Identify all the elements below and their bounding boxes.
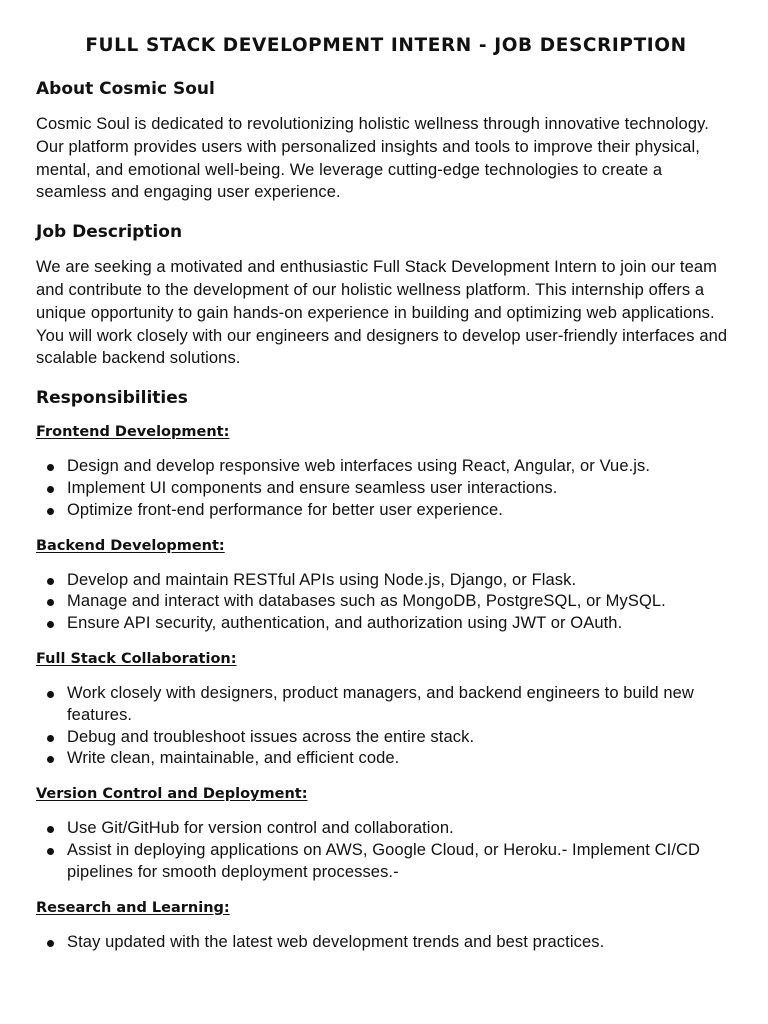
list-item [36,840,736,884]
list-item [36,591,736,613]
frontend-development-list [36,456,736,521]
bullet-icon [47,826,54,833]
about-text: Cosmic Soul is dedicated to revolutionizing holistic wellness through innovative technology. Our platform provides users with personalized insights and tools to improve their physical, mental, and emotional well-being. We leverage cutting-edge technologies to create a seamless and engaging user experience. [36,115,709,202]
list-item [36,478,736,500]
list-item-text: Write clean, maintainable, and efficient code. [67,749,400,768]
list-item-text: Design and develop responsive web interfaces using React, Angular, or Vue.js. [67,457,651,476]
list-item [36,932,736,954]
bullet-icon [47,848,54,855]
list-item-text: Stay updated with the latest web development trends and best practices. [67,932,605,951]
responsibilities-heading: Responsibilities [36,388,188,409]
list-item-text: Use Git/GitHub for version control and collaboration. [67,819,454,838]
job-description-text: We are seeking a motivated and enthusiastic Full Stack Development Intern to join our team and contribute to the development of our holistic wellness platform. This internship offers a unique opportunity to gain hands-on experience in building and optimizing web applications. You will work closely with our engineers and designers to develop user-friendly interfaces and scalable backend solutions. [36,258,728,368]
bullet-icon [47,578,54,585]
list-item [36,748,736,770]
job-description-heading: Job Description [36,222,183,243]
list-item [36,727,736,749]
bullet-icon [47,599,54,606]
list-item-text: Ensure API security, authentication, and authorization using JWT or OAuth. [67,614,623,633]
bullet-icon [47,940,54,947]
document-title: FULL STACK DEVELOPMENT INTERN - JOB DESCRIPTION [85,35,687,56]
list-item [36,613,736,635]
bullet-icon [47,508,54,515]
list-item-text: Assist in deploying applications on AWS, Google Cloud, or Heroku.- Implement CI/CD pipelines for smooth deployment processes.- [67,840,701,881]
research-learning-list [36,932,736,954]
research-learning-title: Research and Learning: [36,899,230,916]
list-item [36,818,736,840]
document-page [36,34,736,967]
bullet-icon [47,486,54,493]
full-stack-collaboration-block [36,649,736,770]
frontend-development-title: Frontend Development: [36,424,230,441]
about-section [36,77,736,204]
list-item [36,500,736,522]
bullet-icon [47,756,54,763]
backend-development-title: Backend Development: [36,537,225,554]
list-item-text: Manage and interact with databases such as MongoDB, PostgreSQL, or MySQL. [67,592,666,611]
version-control-deployment-list [36,818,736,883]
list-item [36,570,736,592]
list-item-text: Develop and maintain RESTful APIs using Node.js, Django, or Flask. [67,570,577,589]
frontend-development-block [36,422,736,521]
list-item [36,683,736,727]
list-item [36,456,736,478]
responsibilities-section [36,386,736,953]
version-control-deployment-block [36,784,736,883]
bullet-icon [47,464,54,471]
list-item-text: Optimize front-end performance for better user experience. [67,500,503,519]
backend-development-block [36,536,736,635]
list-item-text: Implement UI components and ensure seamless user interactions. [67,478,558,497]
full-stack-collaboration-title: Full Stack Collaboration: [36,650,237,667]
about-heading: About Cosmic Soul [36,79,215,99]
bullet-icon [47,691,54,698]
backend-development-list [36,570,736,635]
full-stack-collaboration-list [36,683,736,770]
bullet-icon [47,735,54,742]
list-item-text: Debug and troubleshoot issues across the entire stack. [67,727,475,746]
bullet-icon [47,621,54,628]
job-description-section [36,220,736,370]
version-control-deployment-title: Version Control and Deployment: [36,786,308,803]
list-item-text: Work closely with designers, product managers, and backend engineers to build new features. [67,683,694,724]
research-learning-block [36,898,736,954]
